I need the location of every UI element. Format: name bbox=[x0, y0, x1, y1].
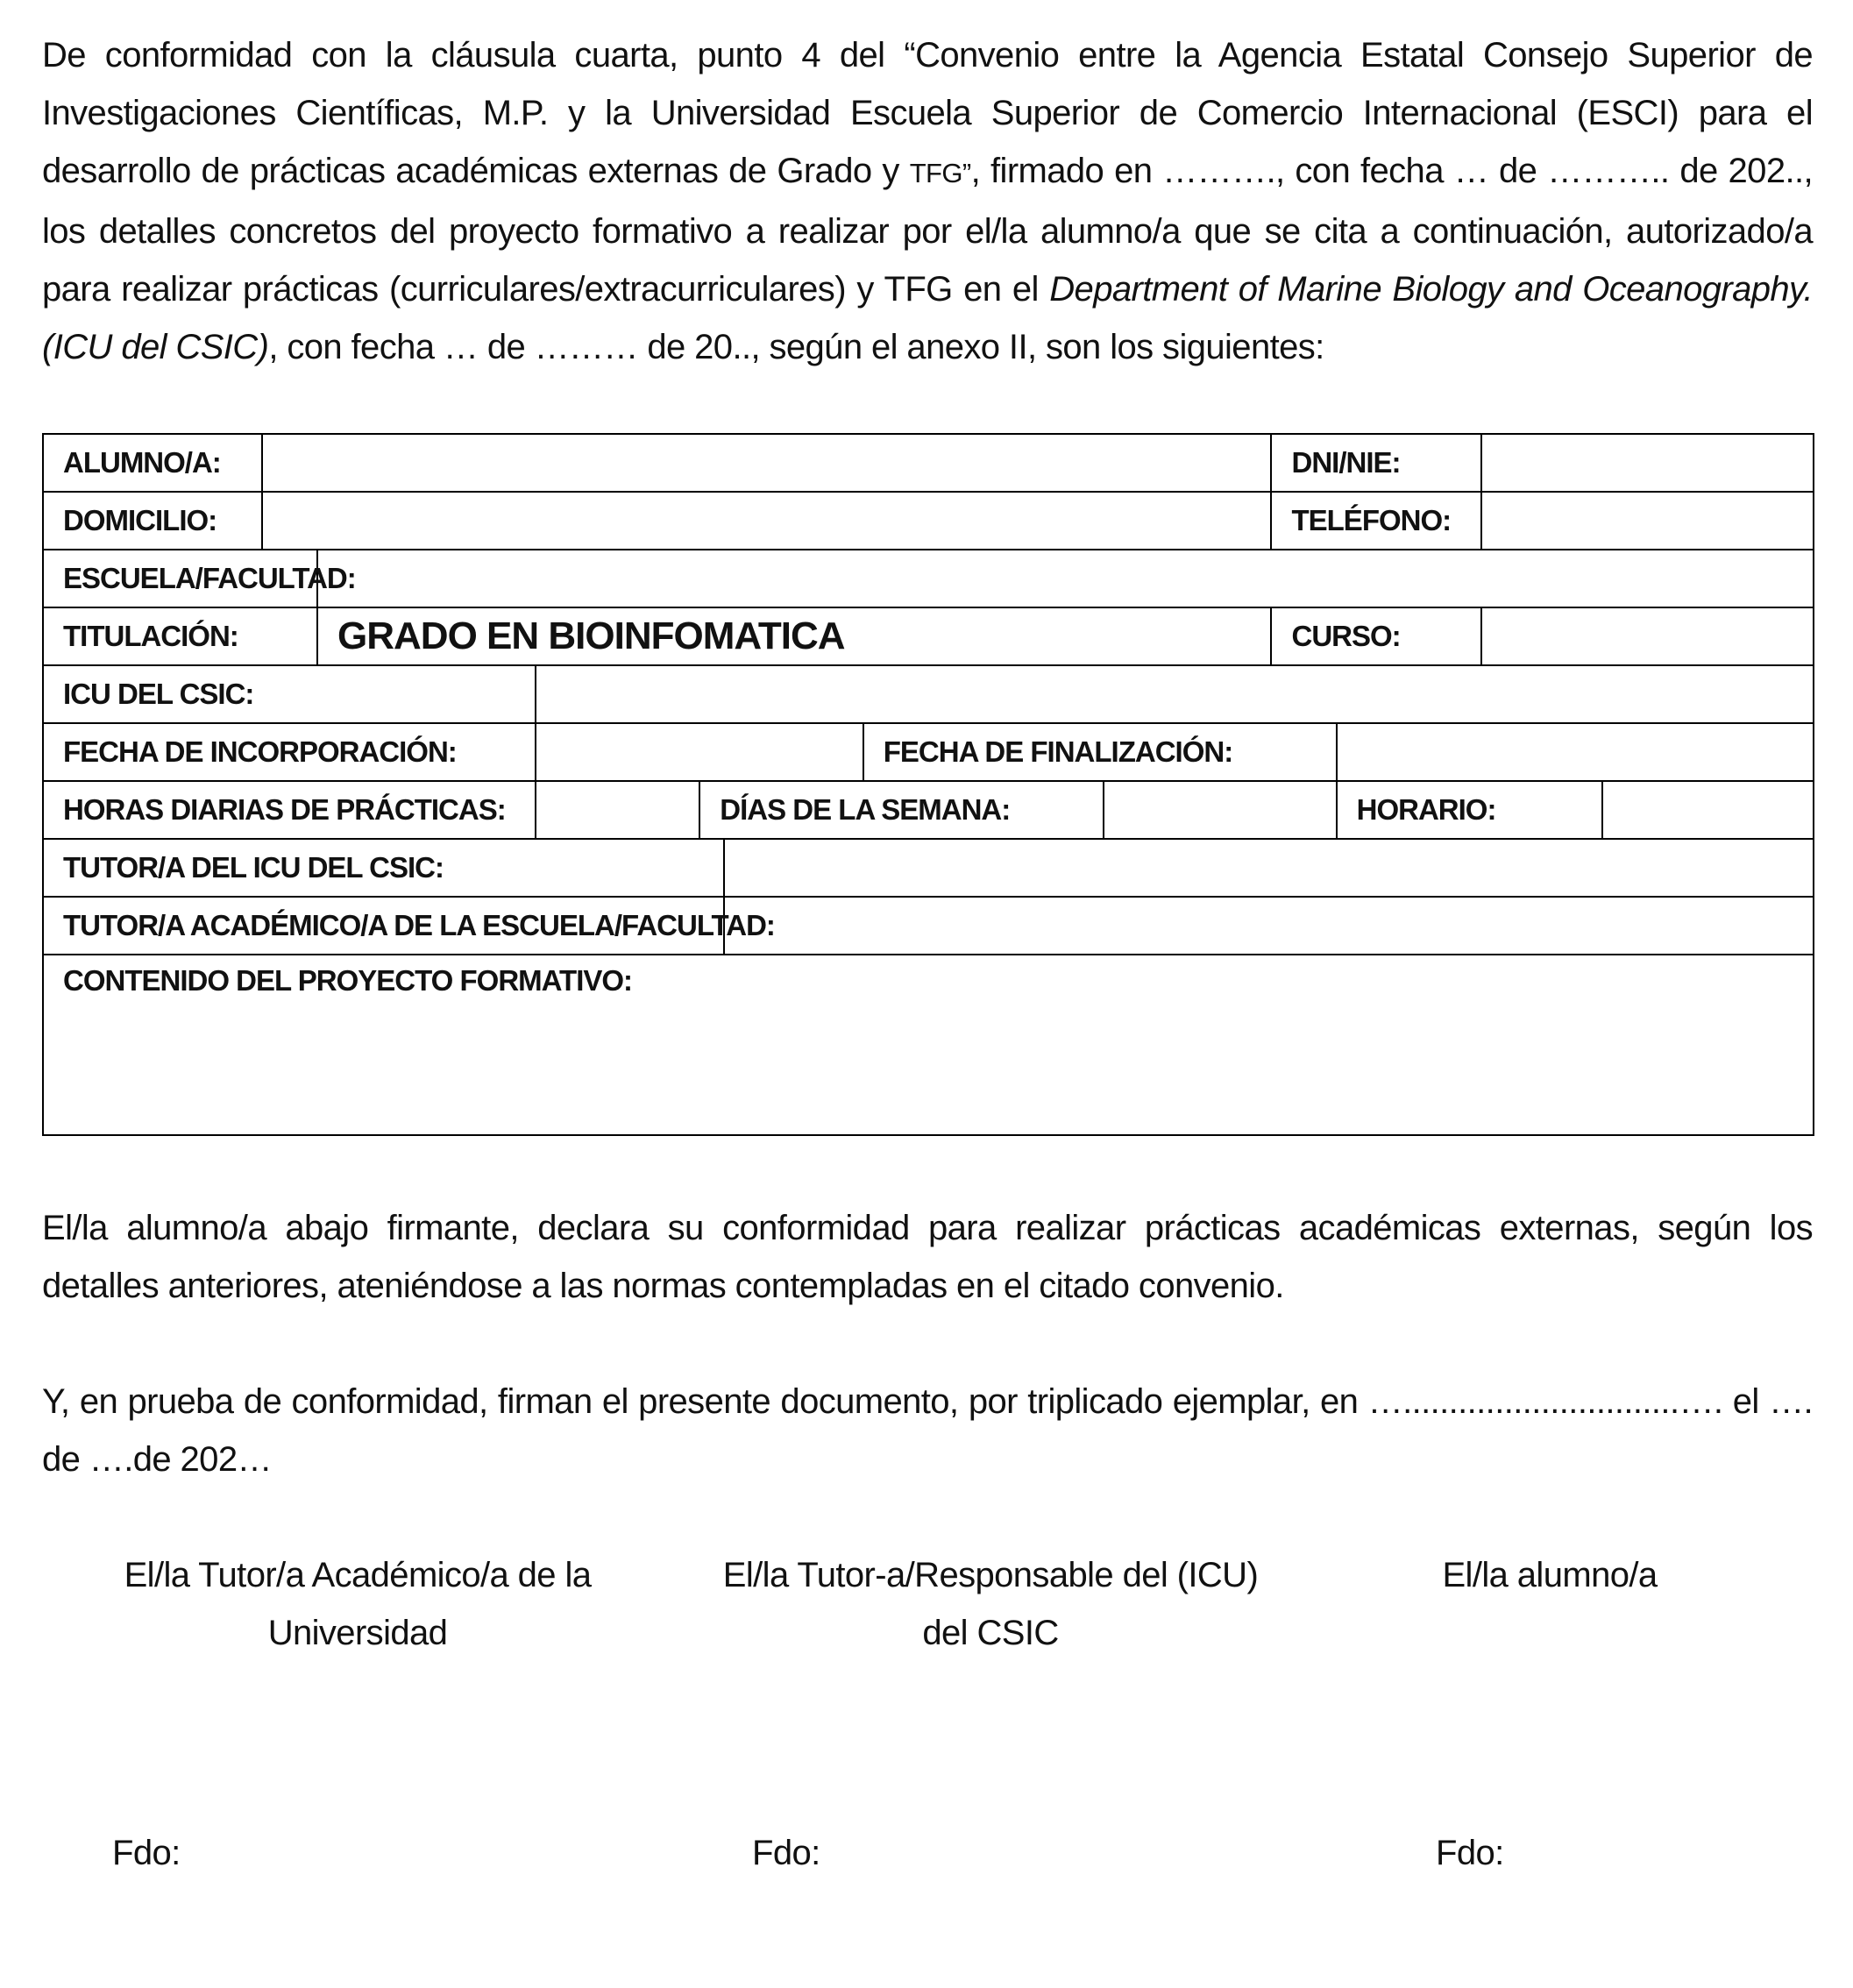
intro-text-3: , firmado en ………., con fecha … de ……….. de 202.., los detalles concretos del proyecto formativo a realizar por el/la alumno/a que se cita a continuación, autorizado/a para realizar prácticas (curriculares/extracurriculares) y TFG en el bbox=[42, 152, 1814, 309]
signature-alumno: El/la alumno/a bbox=[1442, 1556, 1658, 1594]
field-horario[interactable] bbox=[1602, 781, 1814, 839]
row-alumno bbox=[43, 434, 1814, 492]
label-fecha-incorporacion: FECHA DE INCORPORACIÓN: bbox=[43, 723, 536, 781]
label-titulacion: TITULACIÓN: bbox=[43, 607, 317, 665]
label-fecha-finalizacion: FECHA DE FINALIZACIÓN: bbox=[863, 723, 1337, 781]
label-domicilio: DOMICILIO: bbox=[43, 492, 262, 550]
label-curso: CURSO: bbox=[1271, 607, 1481, 665]
field-alumno[interactable] bbox=[262, 434, 1272, 492]
row-domicilio bbox=[43, 492, 1814, 550]
signature-tutor-icu: El/la Tutor-a/Responsable del (ICU) del CSIC bbox=[722, 1556, 1259, 1652]
label-dias: DÍAS DE LA SEMANA: bbox=[699, 781, 1103, 839]
row-horas bbox=[43, 781, 1814, 839]
label-horario: HORARIO: bbox=[1337, 781, 1602, 839]
label-telefono: TELÉFONO: bbox=[1271, 492, 1481, 550]
fdo-tutor-academico: Fdo: bbox=[112, 1834, 181, 1872]
declaration-paragraph: El/la alumno/a abajo firmante, declara su conformidad para realizar prácticas académicas externas, según los detalles anteriores, ateniéndose a las normas contempladas en el citado convenio. bbox=[42, 1209, 1813, 1305]
intro-text-5: , con fecha … de ……… de 20.., según el anexo II, son los siguientes: bbox=[268, 328, 1324, 366]
field-escuela[interactable] bbox=[317, 550, 1814, 607]
field-tutor-icu[interactable] bbox=[724, 839, 1814, 897]
row-tutor-academico bbox=[43, 897, 1814, 955]
field-fecha-finalizacion[interactable] bbox=[1337, 723, 1814, 781]
field-dias[interactable] bbox=[1104, 781, 1337, 839]
field-curso[interactable] bbox=[1481, 607, 1814, 665]
row-icu bbox=[43, 665, 1814, 723]
field-titulacion[interactable]: GRADO EN BIOINFOMATICA bbox=[317, 607, 1271, 665]
field-horas[interactable] bbox=[536, 781, 700, 839]
row-escuela bbox=[43, 550, 1814, 607]
label-tutor-icu: TUTOR/A DEL ICU DEL CSIC: bbox=[43, 839, 724, 897]
row-fechas bbox=[43, 723, 1814, 781]
field-telefono[interactable] bbox=[1481, 492, 1814, 550]
label-alumno: ALUMNO/A: bbox=[43, 434, 262, 492]
proof-paragraph: Y, en prueba de conformidad, firman el presente documento, por triplicado ejemplar, en …..............................…. el …. de ….de 202… bbox=[42, 1382, 1813, 1479]
intro-department: Department of Marine Biology and Oceanography.(ICU del CSIC) bbox=[42, 270, 1813, 366]
project-form-table bbox=[42, 433, 1814, 1136]
label-escuela: ESCUELA/FACULTAD: bbox=[43, 550, 317, 607]
label-dni: DNI/NIE: bbox=[1271, 434, 1481, 492]
row-contenido bbox=[43, 955, 1814, 1135]
label-tutor-academico: TUTOR/A ACADÉMICO/A DE LA ESCUELA/FACULTAD: bbox=[43, 897, 724, 955]
field-tutor-academico[interactable] bbox=[724, 897, 1814, 955]
fdo-tutor-icu: Fdo: bbox=[752, 1834, 820, 1872]
field-domicilio[interactable] bbox=[262, 492, 1272, 550]
label-horas: HORAS DIARIAS DE PRÁCTICAS: bbox=[43, 781, 536, 839]
fdo-alumno: Fdo: bbox=[1436, 1834, 1504, 1872]
field-contenido[interactable] bbox=[43, 955, 1814, 1135]
intro-tfg: TFG” bbox=[909, 158, 971, 188]
field-icu[interactable] bbox=[536, 665, 1814, 723]
label-contenido: CONTENIDO DEL PROYECTO FORMATIVO: bbox=[63, 964, 633, 997]
row-titulacion bbox=[43, 607, 1814, 665]
intro-paragraph bbox=[42, 26, 1813, 376]
signature-tutor-academico: El/la Tutor/a Académico/a de la Universidad bbox=[124, 1556, 592, 1652]
label-icu: ICU DEL CSIC: bbox=[43, 665, 536, 723]
field-fecha-incorporacion[interactable] bbox=[536, 723, 863, 781]
field-dni[interactable] bbox=[1481, 434, 1814, 492]
row-tutor-icu bbox=[43, 839, 1814, 897]
intro-text-1: De conformidad con la cláusula cuarta, punto 4 del “Convenio entre la Agencia Estatal Consejo Superior de Investigaciones Científicas, M.P. y la Universidad Escuela Superior de Comercio Internacional (ESCI) para el desarrollo de prácticas académicas externas de Grado y bbox=[42, 36, 1813, 190]
